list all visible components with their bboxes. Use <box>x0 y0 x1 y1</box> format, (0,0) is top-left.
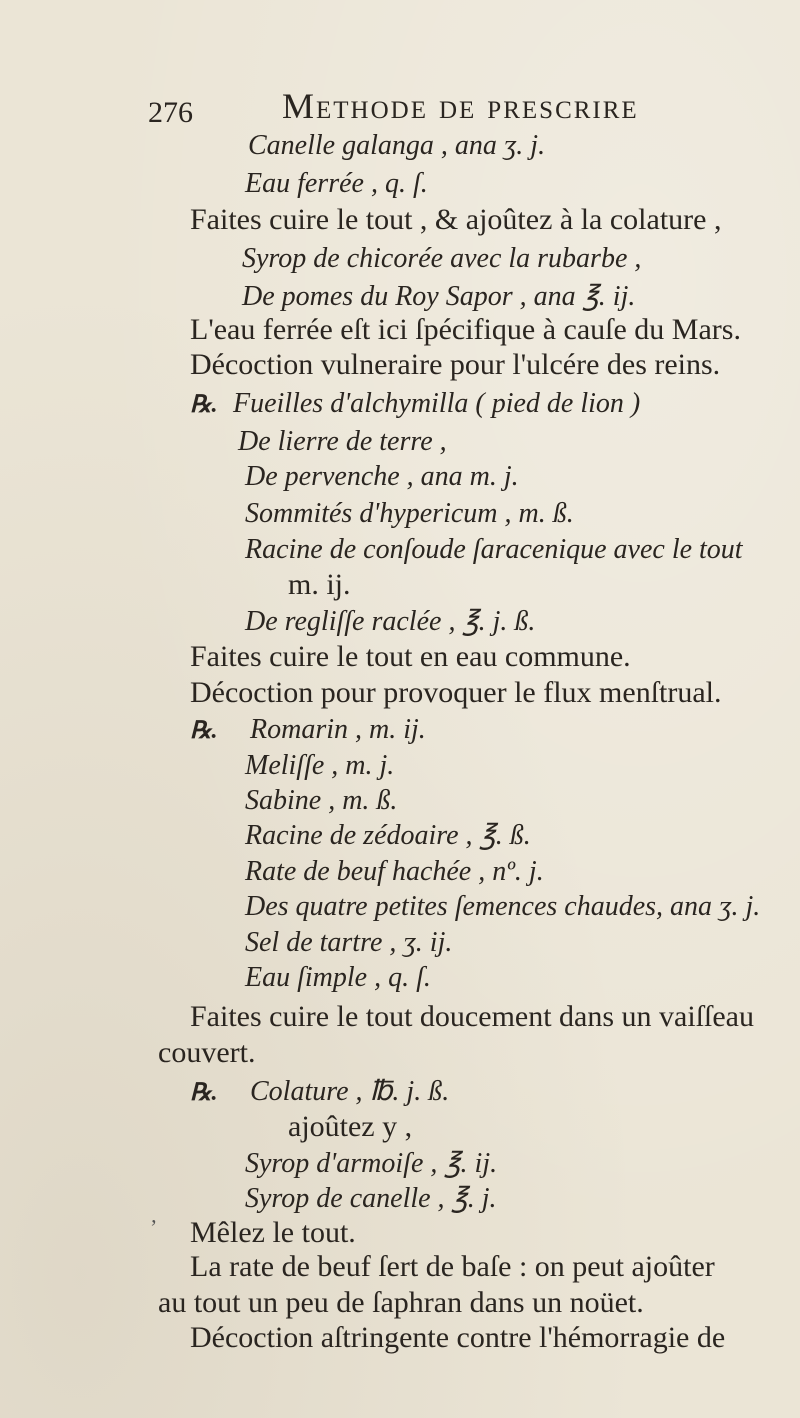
text-line: couvert. <box>158 1036 256 1069</box>
prescription-line <box>190 390 640 418</box>
running-title: Methode de prescrire <box>282 86 639 126</box>
text-line: De pomes du Roy Sapor , ana ℥. ij. <box>242 281 636 312</box>
recipe-symbol: ℞. <box>190 1080 218 1106</box>
text-line: Syrop de canelle , ℥. j. <box>245 1183 497 1214</box>
text-line: Sabine , m. ß. <box>245 785 398 816</box>
text-line: De pervenche , ana m. j. <box>245 461 519 492</box>
text-line: De lierre de terre , <box>238 426 447 457</box>
prescription-line <box>190 1078 449 1106</box>
text-line: Syrop de chicorée avec la rubarbe , <box>242 243 642 274</box>
text-line: Eau ſimple , q. ſ. <box>245 962 431 993</box>
recipe-symbol: ℞. <box>190 718 218 744</box>
margin-mark: ʼ <box>150 1215 158 1240</box>
text-line: Racine de conſoude ſaracenique avec le tout <box>245 534 743 565</box>
text-line: Sel de tartre , ʒ. ij. <box>245 927 453 958</box>
section-heading: Décoction pour provoquer le flux menſtrual. <box>190 676 722 709</box>
section-heading: Décoction vulneraire pour l'ulcére des reins. <box>190 348 721 381</box>
text-line: Faites cuire le tout en eau commune. <box>190 640 631 673</box>
text-line: Meliſſe , m. j. <box>245 750 395 781</box>
text-line: Syrop d'armoiſe , ℥. ij. <box>245 1148 498 1179</box>
text-line: Canelle galanga , ana ʒ. j. <box>248 130 546 161</box>
text-line: ajoûtez y , <box>288 1110 413 1143</box>
text-line: De regliſſe raclée , ℥. j. ß. <box>245 606 536 637</box>
text-line: au tout un peu de ſaphran dans un noüet. <box>158 1286 644 1319</box>
section-heading: Décoction aſtringente contre l'hémorragie de <box>190 1321 726 1354</box>
text-line: Eau ferrée , q. ſ. <box>245 168 428 199</box>
text-line: Rate de beuf hachée , nº. j. <box>245 856 544 887</box>
page-number: 276 <box>148 96 193 129</box>
text-line: La rate de beuf ſert de baſe : on peut ajoûter <box>190 1250 715 1283</box>
recipe-symbol: ℞. <box>190 392 218 418</box>
text-line: Des quatre petites ſemences chaudes, ana ʒ. j. <box>245 891 761 922</box>
text-line: Fueilles d'alchymilla ( pied de lion ) <box>233 388 641 419</box>
text-line: Romarin , m. ij. <box>250 714 426 745</box>
text-line: Racine de zédoaire , ℥. ß. <box>245 820 531 851</box>
text-line: Faites cuire le tout doucement dans un vaiſſeau <box>190 1000 754 1033</box>
text-line: Sommités d'hypericum , m. ß. <box>245 498 574 529</box>
text-line: Faites cuire le tout , & ajoûtez à la colature , <box>190 203 722 236</box>
text-line: Colature , ℔. j. ß. <box>250 1076 450 1107</box>
text-line: L'eau ferrée eſt ici ſpécifique à cauſe du Mars. <box>190 313 741 346</box>
text-line: m. ij. <box>288 568 351 601</box>
text-line: Mêlez le tout. <box>190 1216 356 1249</box>
prescription-line <box>190 716 426 744</box>
